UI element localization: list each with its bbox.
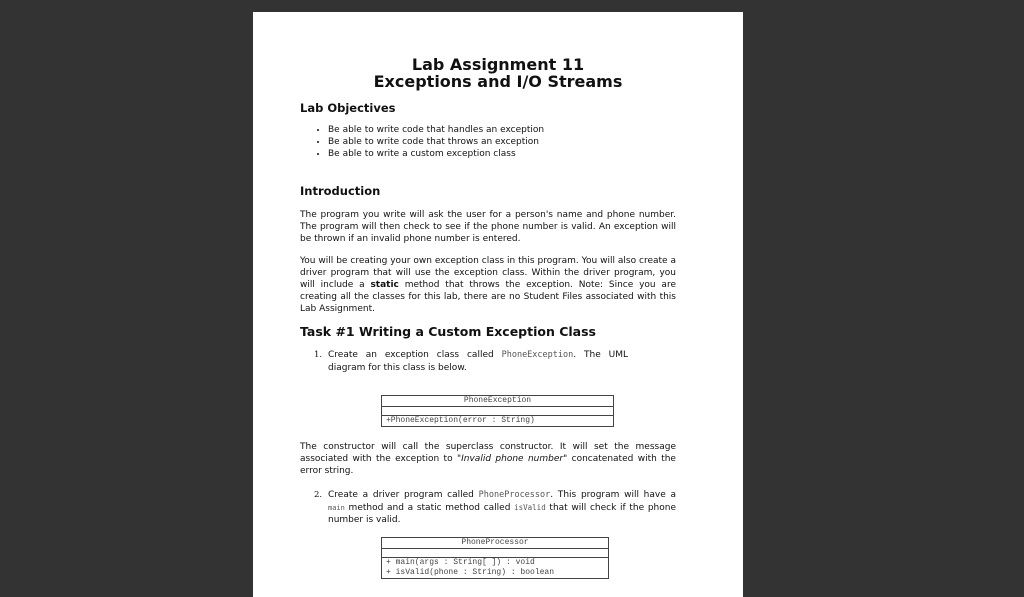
uml-phoneexception — [381, 395, 614, 427]
uml-operation: +PhoneException(error : String) — [386, 416, 535, 425]
uml-operation: + isValid(phone : String) : boolean — [386, 568, 555, 577]
list-item: • Be able to write code that throws an exception — [328, 136, 544, 148]
list-item: • Be able to write a custom exception class — [328, 148, 544, 160]
document-page: Lab Assignment 11 Exceptions and I/O Streams Lab Objectives • Be able to write code that handles an exception • Be able to write code that throws an exception • Be able to write a custom exception class Introduction The program you write will ask the user for a person's name and phone number. The program will then check to see if the phone number is valid. An exception will be thrown if an invalid phone number is entered. You will be creating your own exception class in this program. You will also create a driver program that will use the exception class. Within the driver program, you will include a static method that throws the exception. Note: Since you are creating all the classes for this lab, there are no Student Files associated with this Lab Assignment. Task #1 Writing a Custom Exception Class 1. Create an exception class called PhoneException. The UML diagram for this class is below. PhoneException +PhoneException(error : String) The constructor will call the superclass constructor. It will set the message associated with the exception to "Invalid phone number" concatenated with the error string. 2. Create a driver program called PhoneProcessor. This program will have a main method and a static method called isValid that will check if the phone number is valid. PhoneProcessor + main(args : String[ ]) : void + isValid(phone : String) : boolean — [253, 12, 743, 597]
uml-operation: + main(args : String[ ]) : void — [386, 558, 535, 567]
uml-operations — [382, 558, 608, 578]
constructor-paragraph: The constructor will call the superclass constructor. It will set the message associated with the exception to "Invalid phone number" concatenated with the error string. — [300, 442, 676, 476]
uml-attributes — [382, 549, 608, 558]
list-item: • Be able to write code that handles an exception — [328, 124, 544, 136]
class-name-code: PhoneException — [501, 350, 574, 360]
uml-class-name: PhoneProcessor — [382, 538, 608, 549]
uml-attributes — [382, 407, 613, 416]
uml-phoneprocessor — [381, 537, 609, 579]
introduction-heading: Introduction — [300, 184, 381, 198]
title-line-1: Lab Assignment 11 — [411, 55, 585, 74]
task1-heading: Task #1 Writing a Custom Exception Class — [300, 324, 597, 339]
intro-paragraph-2: You will be creating your own exception class in this program. You will also create a driver program that will use the exception class. Within the driver program, you will include a static method that throws the exception. Note: Since you are creating all the classes for this lab, there are no Student Files associated with this Lab Assignment. — [300, 256, 676, 314]
uml-class-name: PhoneException — [382, 396, 613, 407]
title-line-2: Exceptions and I/O Streams — [373, 72, 623, 91]
static-keyword: static — [370, 280, 399, 290]
intro-paragraph-1: The program you write will ask the user for a person's name and phone number. The program will then check to see if the phone number is valid. An exception will be thrown if an invalid phone number is entered. — [300, 210, 676, 244]
objectives-list — [300, 124, 544, 160]
objectives-heading: Lab Objectives — [300, 101, 396, 115]
